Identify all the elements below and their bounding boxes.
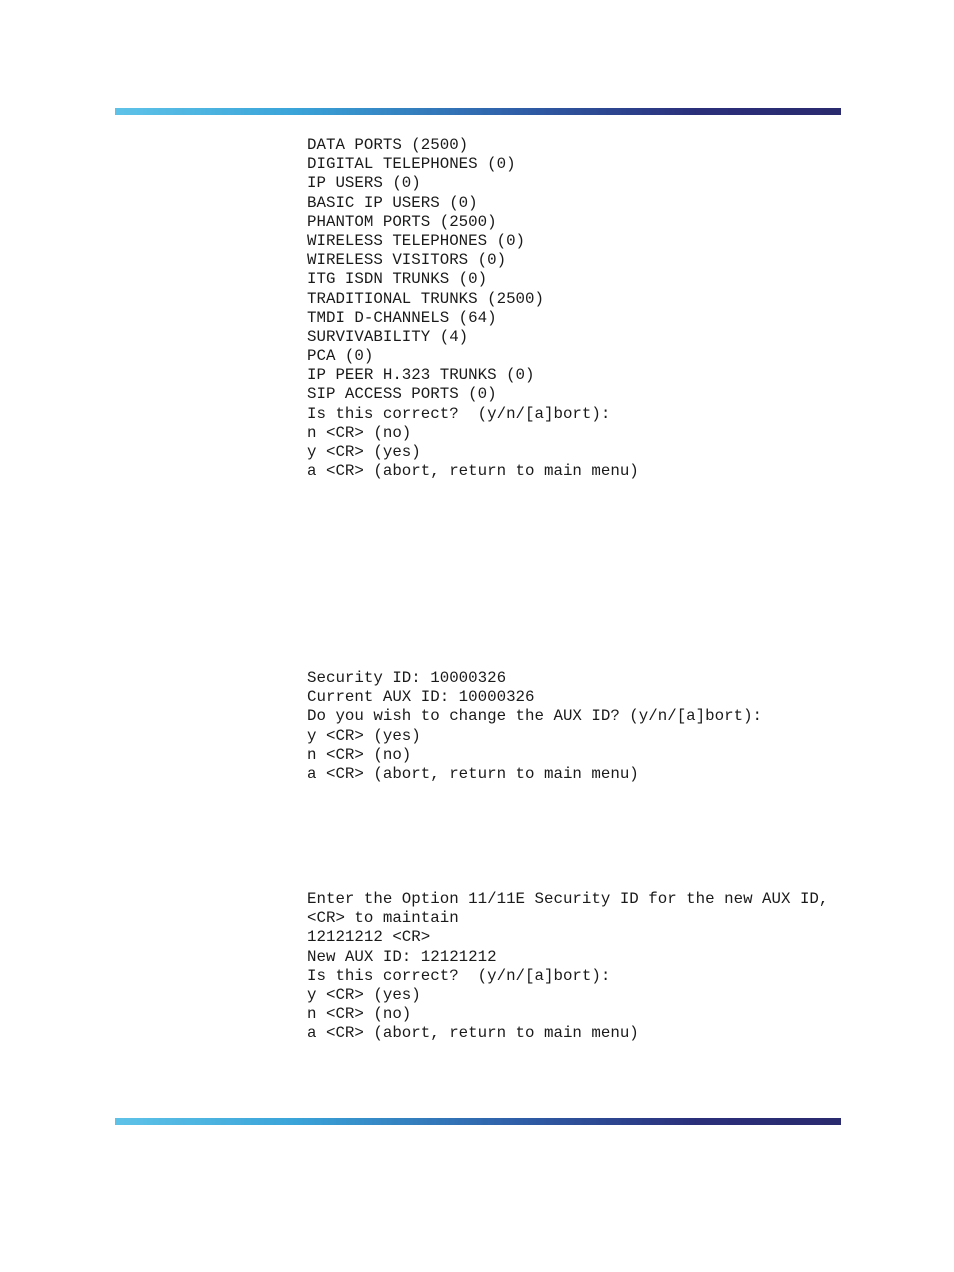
console-line: SURVIVABILITY (4) — [307, 327, 469, 346]
console-line: Current AUX ID: 10000326 — [307, 688, 535, 707]
console-option: n <CR> (no) — [307, 423, 412, 442]
console-line: PHANTOM PORTS (2500) — [307, 212, 497, 231]
console-line: DIGITAL TELEPHONES (0) — [307, 155, 516, 174]
console-line: <CR> to maintain — [307, 909, 459, 928]
console-option: a <CR> (abort, return to main menu) — [307, 1024, 639, 1043]
console-prompt: Enter the Option 11/11E Security ID for the new AUX ID, — [307, 890, 829, 908]
console-line: SIP ACCESS PORTS (0) — [307, 385, 497, 404]
console-line: WIRELESS VISITORS (0) — [307, 251, 507, 270]
console-option: y <CR> (yes) — [307, 985, 421, 1004]
console-option: y <CR> (yes) — [307, 443, 421, 461]
header-rule — [115, 108, 841, 115]
console-option: y <CR> (yes) — [307, 726, 421, 745]
console-output-new-aux-id — [307, 890, 828, 1044]
console-line: TMDI D-CHANNELS (64) — [307, 308, 497, 327]
console-option: n <CR> (no) — [307, 1005, 412, 1024]
console-line: WIRELESS TELEPHONES (0) — [307, 231, 526, 250]
console-output-aux-id — [307, 669, 762, 784]
console-line: Security ID: 10000326 — [307, 669, 507, 687]
console-prompt: Is this correct? (y/n/[a]bort): — [307, 966, 611, 985]
console-line: New AUX ID: 12121212 — [307, 947, 497, 966]
console-output-license-counts — [307, 136, 639, 481]
footer-rule — [115, 1118, 841, 1125]
console-prompt: Is this correct? (y/n/[a]bort): — [307, 404, 611, 423]
console-line: TRADITIONAL TRUNKS (2500) — [307, 289, 544, 308]
console-line: IP USERS (0) — [307, 174, 421, 193]
console-line: BASIC IP USERS (0) — [307, 193, 478, 212]
console-prompt: Do you wish to change the AUX ID? (y/n/[a]bort): — [307, 707, 763, 726]
console-line: ITG ISDN TRUNKS (0) — [307, 270, 488, 289]
console-line: PCA (0) — [307, 347, 374, 366]
console-option: a <CR> (abort, return to main menu) — [307, 764, 639, 783]
console-option: n <CR> (no) — [307, 745, 412, 764]
console-line: IP PEER H.323 TRUNKS (0) — [307, 366, 535, 385]
console-line: DATA PORTS (2500) — [307, 136, 469, 154]
console-input: 12121212 <CR> — [307, 928, 431, 947]
console-option: a <CR> (abort, return to main menu) — [307, 462, 639, 481]
